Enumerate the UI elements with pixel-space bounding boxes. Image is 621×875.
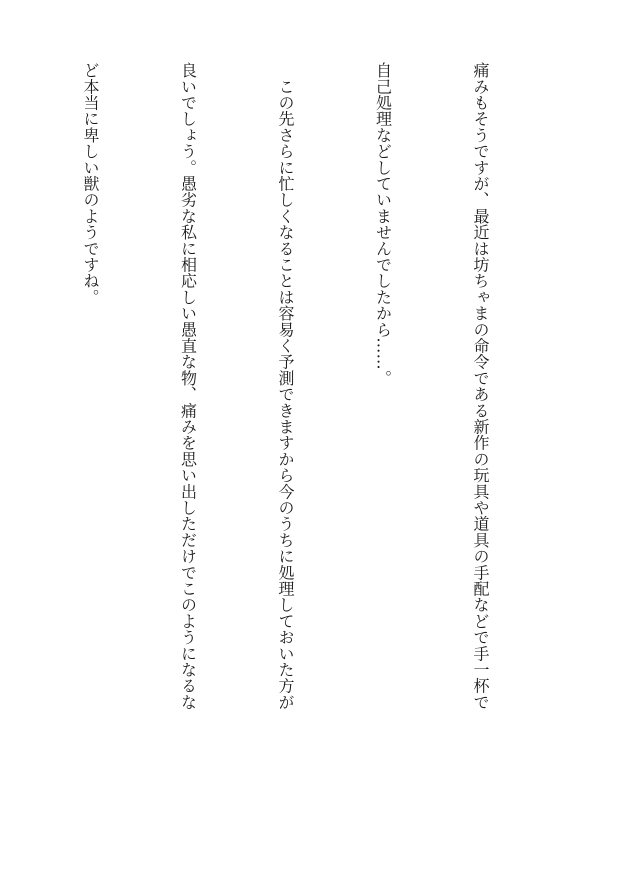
- text-line: この先さらに忙しくなることは容易く予測できますから今のうちに処理しておいた方が: [276, 62, 295, 710]
- vertical-text-body: [0, 62, 561, 822]
- text-line: 自己処理などしていませんでしたから……。: [373, 62, 393, 386]
- blank-line: [0, 62, 9, 822]
- text-line: 痛みもそうですが、最近は坊ちゃまの命令である新作の玩具や道具の手配などで手一杯で: [471, 62, 490, 710]
- text-line: 良いでしょう。愚劣な私に相応しい愚直な物、痛みを思い出しただけでこのようになるな: [178, 62, 198, 710]
- text-line: ど本当に卑しい獣のようですね。: [81, 62, 100, 305]
